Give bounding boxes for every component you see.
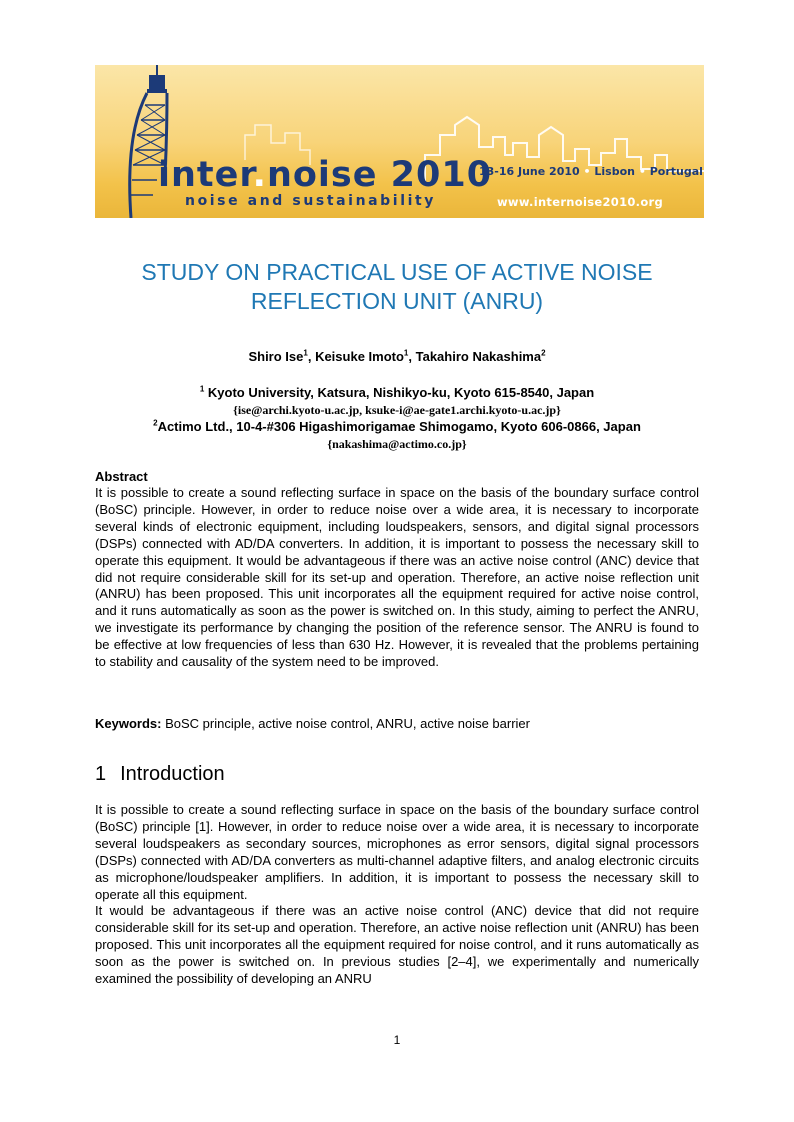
conference-banner bbox=[95, 65, 704, 218]
affiliation-2: $^2$Actimo Ltd., 10-4-#306 Higashimorigamae Shimogamo, Kyoto 606-0866, Japan bbox=[153, 418, 641, 434]
author-name: Shiro Ise bbox=[248, 349, 304, 364]
keywords-line bbox=[95, 716, 530, 731]
affiliation-1-email[interactable]: {ise@archi.kyoto-u.ac.jp, ksuke-i@ae-gate1.archi.kyoto-u.ac.jp} bbox=[233, 403, 561, 417]
abstract-heading: Abstract bbox=[95, 469, 148, 484]
keywords-text: BoSC principle, active noise control, ANRU, active noise barrier bbox=[165, 716, 530, 731]
paper-title-line2: REFLECTION UNIT (ANRU) bbox=[250, 288, 544, 314]
conference-date-location: 13-16 June 2010 • Lisbon • Portugal bbox=[479, 165, 703, 178]
intro-paragraph-2: It would be advantageous if there was an active noise control (ANC) device that did not require considerable skill for its set-up and operation. Therefore, an active noise reflection unit (ANRU) has been proposed. This unit incorporates all the equipment required for noise control, and it runs automatically as soon as the power is switched on. In previous studies [2–4], we experimentally and numerically examined the possibility of developing an ANRU bbox=[95, 903, 699, 986]
author-sup: 1 bbox=[403, 348, 409, 358]
author-list: Shiro Ise$^1$, Keisuke Imoto$^1$, Takahiro Nakashima$^2$ bbox=[248, 348, 546, 364]
conference-tagline: noise and sustainability bbox=[185, 193, 437, 209]
paper-title-line1: STUDY ON PRACTICAL USE OF ACTIVE NOISE bbox=[141, 259, 653, 285]
author-sup: 2 bbox=[541, 348, 546, 358]
affiliation-2-email[interactable]: {nakashima@actimo.co.jp} bbox=[327, 437, 467, 451]
section-number: 1 bbox=[95, 763, 107, 785]
conference-logo-text: inter.noise 2010 bbox=[158, 155, 493, 195]
conference-url[interactable]: www.internoise2010.org bbox=[497, 195, 664, 209]
author-sup: 1 bbox=[303, 348, 308, 358]
paper-title bbox=[60, 258, 734, 316]
abstract-text: It is possible to create a sound reflecting surface in space on the basis of the boundary surface control (BoSC) principle. However, in order to reduce noise over a wide area, it is necessary to incorporate several kinds of electronic equipment, including loudspeakers, sensors, and digital signal processors (DSPs) connected with AD/DA converters. In addition, it is important to possess the necessary skill to operate this equipment. It would be advantageous if there was an active noise control (ANC) device that did not require considerable skill for its set-up and operation. Therefore, an active noise reflection unit (ANRU) has been proposed. This unit incorporates all the equipment required for active noise control, and it runs automatically as soon as the power is switched on. In this study, aiming to perfect the ANRU, we investigate its performance by changing the position of the reference sensor. The ANRU is found to be effective at low frequencies of less than 630 Hz. However, it is revealed that the problems pertaining to stability and causality of the system need to be improved. bbox=[95, 485, 699, 670]
author-name: Takahiro Nakashima bbox=[415, 349, 542, 364]
author-name: Keisuke Imoto bbox=[315, 349, 404, 364]
affiliation-1: $^1$ Kyoto University, Katsura, Nishikyo-ku, Kyoto 615-8540, Japan bbox=[199, 384, 595, 400]
intro-paragraph-1: It is possible to create a sound reflecting surface in space on the basis of the boundary surface control (BoSC) principle [1]. However, in order to reduce noise over a wide area, it is necessary to incorporate several loudspeakers as secondary sources, microphones as error sensors, digital signal processors (DSPs) connected with AD/DA converters as multi-channel adaptive filters, and analog electronic circuits as microphone/loudspeaker amplifiers. In addition, it is important to possess the necessary skill to operate all this equipment. bbox=[95, 802, 699, 902]
section-title: Introduction bbox=[120, 763, 225, 785]
keywords-label: Keywords: bbox=[95, 716, 162, 731]
section-heading bbox=[95, 763, 225, 786]
page-number: 1 bbox=[393, 1033, 401, 1047]
